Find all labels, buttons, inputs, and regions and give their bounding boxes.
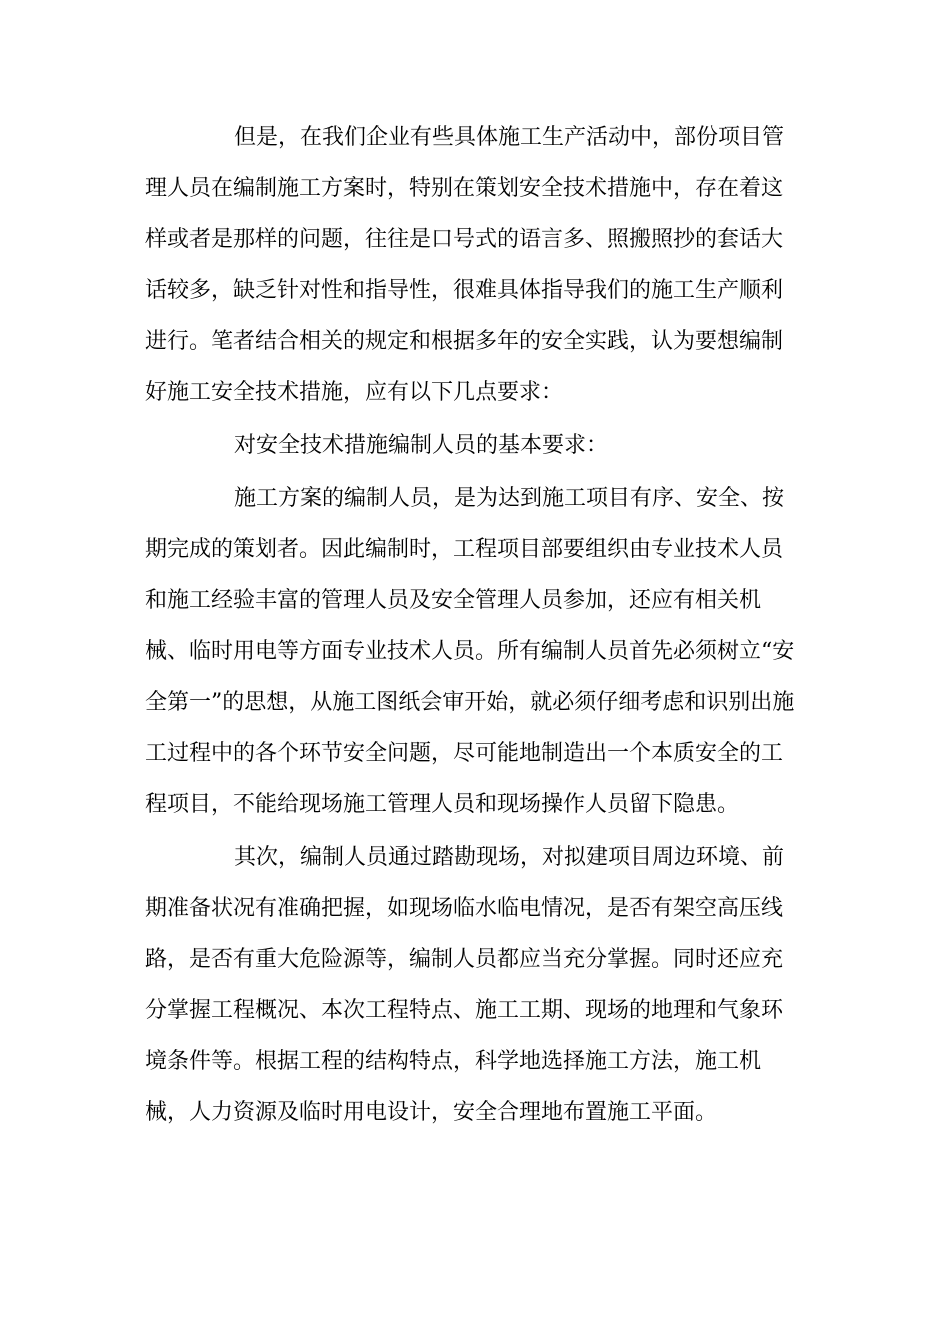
paragraph-line: 期准备状况有准确把握，如现场临水临电情况，是否有架空高压线 xyxy=(145,896,784,921)
paragraph-line: 样或者是那样的问题，往往是口号式的语言多、照搬照抄的套话大 xyxy=(145,227,784,252)
paragraph-line: 械，人力资源及临时用电设计，安全合理地布置施工平面。 xyxy=(145,1100,718,1125)
paragraph-line: 分掌握工程概况、本次工程特点、施工工期、现场的地理和气象环 xyxy=(145,998,784,1023)
paragraph-line: 和施工经验丰富的管理人员及安全管理人员参加，还应有相关机 xyxy=(145,588,762,613)
paragraph-line: 进行。笔者结合相关的规定和根据多年的安全实践，认为要想编制 xyxy=(145,329,784,354)
paragraph-line: 话较多，缺乏针对性和指导性，很难具体指导我们的施工生产顺利 xyxy=(145,278,784,303)
paragraph-line: 路，是否有重大危险源等，编制人员都应当充分掌握。同时还应充 xyxy=(145,947,784,972)
paragraph-line: 境条件等。根据工程的结构特点，科学地选择施工方法，施工机 xyxy=(145,1049,762,1074)
paragraph-line: 全第一”的思想，从施工图纸会审开始，就必须仔细考虑和识别出施 xyxy=(145,690,795,715)
paragraph-line: 程项目，不能给现场施工管理人员和现场操作人员留下隐患。 xyxy=(145,792,740,817)
paragraph-line: 工过程中的各个环节安全问题，尽可能地制造出一个本质安全的工 xyxy=(145,741,784,766)
heading-line: 对安全技术措施编制人员的基本要求： xyxy=(234,433,609,458)
paragraph-line: 理人员在编制施工方案时，特别在策划安全技术措施中，存在着这 xyxy=(145,176,784,201)
paragraph-line: 好施工安全技术措施，应有以下几点要求： xyxy=(145,380,564,405)
paragraph-line: 械、临时用电等方面专业技术人员。所有编制人员首先必须树立“安 xyxy=(145,639,795,664)
paragraph-line: 但是，在我们企业有些具体施工生产活动中，部份项目管 xyxy=(234,125,785,150)
paragraph-line: 其次，编制人员通过踏勘现场，对拟建项目周边环境、前 xyxy=(234,845,785,870)
paragraph-line: 期完成的策划者。因此编制时，工程项目部要组织由专业技术人员 xyxy=(145,537,784,562)
paragraph-line: 施工方案的编制人员，是为达到施工项目有序、安全、按 xyxy=(234,486,785,511)
